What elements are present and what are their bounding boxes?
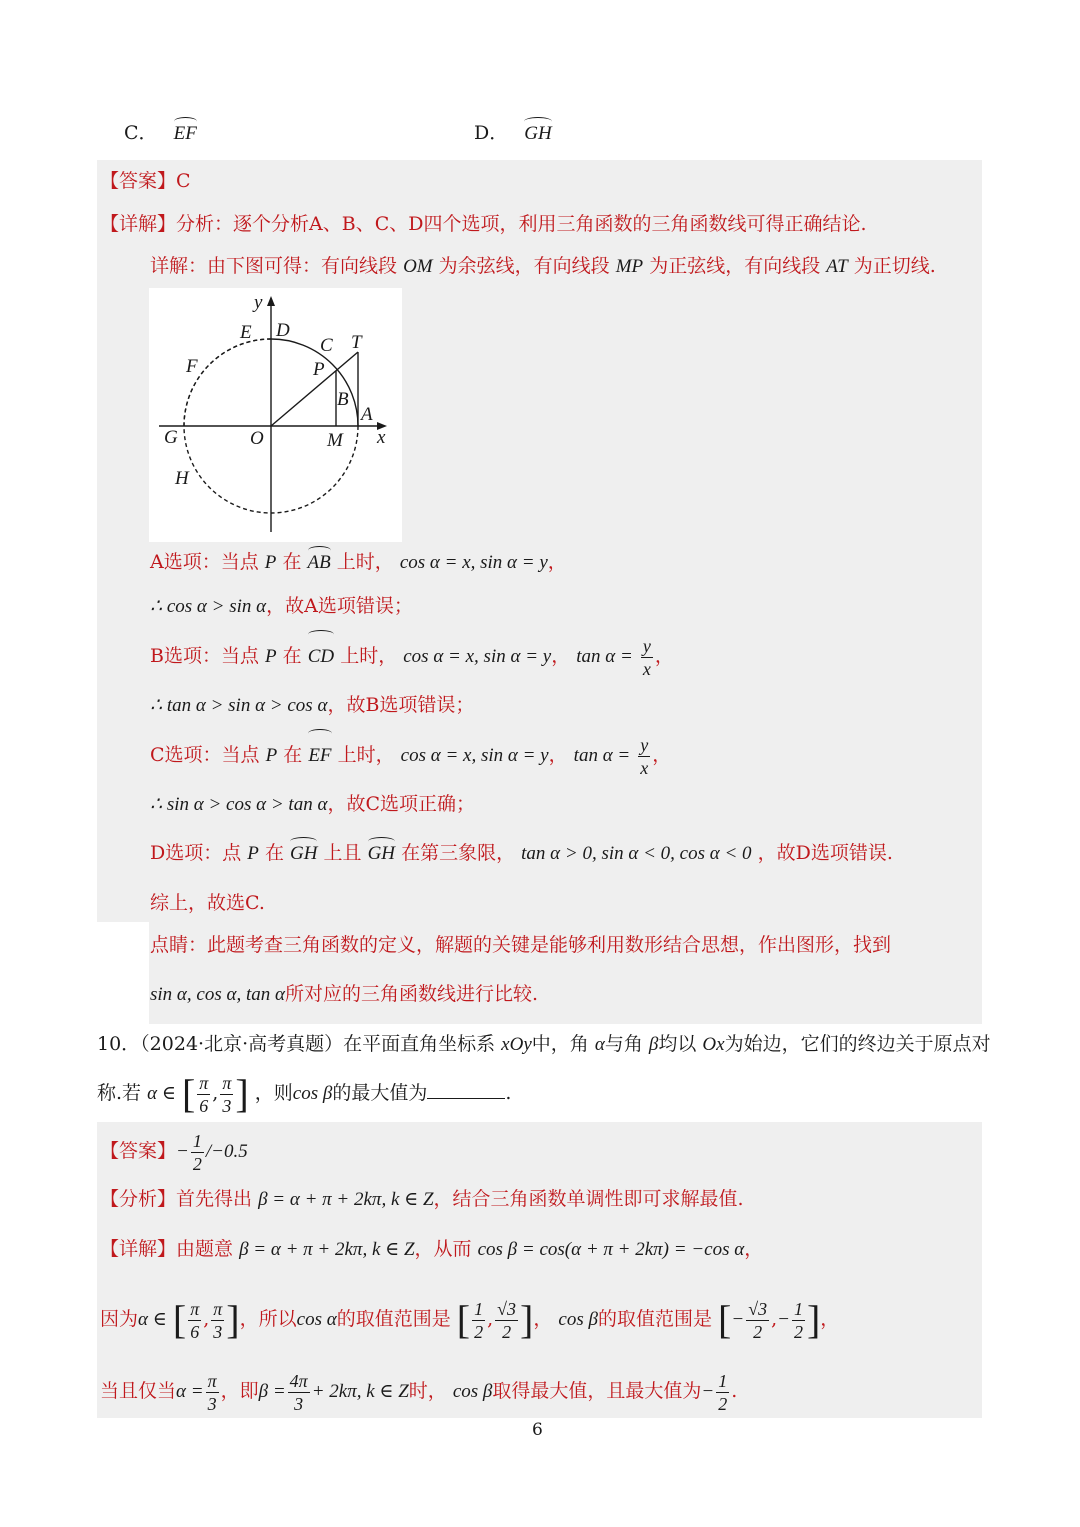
arc-gh: GH (524, 121, 551, 147)
arc-ef-2: EF (308, 733, 331, 779)
q9-option-b: B选项：当点 P 在 CD 上时， cos α = x, sin α = y， tan α = $\frac{y}{x}$ ， (150, 635, 674, 679)
arc-gh-2: GH (290, 841, 317, 867)
q10-detail: 【详解】由题意 β = α + π + 2kπ, k ∈ Z，从而 cos β = cos(α + π + 2kπ) = −cos α， (100, 1238, 764, 1260)
label-f: F (186, 356, 198, 377)
fraction-y-over-x: $\frac{y}{x}$ (642, 635, 651, 679)
q9-answer: 【答案】C (100, 170, 191, 192)
q10-when: 当且仅当α = $\frac{\pi}{3}$ ，即β = $\frac{4\pi}{3}$ + 2kπ, k ∈ Z时， cos β取得最大值，且最大值为− $\frac{1}{2}$ . (100, 1370, 738, 1414)
q10-stem-line1: 10．（2024·北京·高考真题）在平面直角坐标系 xOy中，角 α与角 β均以 Ox为始边，它们的终边关于原点对 (97, 1033, 991, 1055)
label-x: x (377, 427, 386, 448)
q10-analysis: 【分析】首先得出 β = α + π + 2kπ, k ∈ Z，结合三角函数单调性即可求解最值. (100, 1188, 744, 1210)
q9-option-b-conclusion: ∴ tan α > sin α > cos α，故B选项错误； (150, 694, 475, 716)
q10-range: 因为α ∈ [ $\frac{\pi}{6}$ , $\frac{\pi}{3}$ ]，所以cos α的取值范围是 [ $\frac{1}{2}$ , $\frac{√3}{2}$ ]， cos β的取值范围是 [− $\frac{√3}{2}$ ,− $\frac{1}{2}$ ]， (100, 1297, 840, 1342)
q9-comment: 点睛：此题考查三角函数的定义，解题的关键是能够利用数形结合思想，作出图形，找到 (150, 934, 892, 956)
answer-block-right (402, 288, 982, 542)
q9-option-a-conclusion: ∴ cos α > sin α，故A选项错误； (150, 595, 413, 617)
label-c: C (320, 335, 333, 356)
label-y: y (254, 292, 263, 313)
option-c: C． EF (124, 120, 197, 147)
q9-comment-2: sin α, cos α, tan α所对应的三角函数线进行比较. (150, 983, 538, 1005)
page-number: 6 (532, 1420, 543, 1440)
label-m: M (327, 430, 343, 451)
q10-answer: 【答案】− $\frac{1}{2}$ /−0.5 (100, 1130, 248, 1174)
label-a: A (361, 404, 373, 425)
q10-stem-line2: 称.若 α ∈ [ $\frac{\pi}{6}$ , $\frac{\pi}{3}$ ] ，则cos β的最大值为 . (97, 1071, 512, 1116)
q9-option-c: C选项：当点 P 在 EF 上时， cos α = x, sin α = y， tan α = $\frac{y}{x}$ ， (150, 734, 672, 778)
answer-blank (427, 1080, 505, 1099)
label-h: H (175, 468, 189, 489)
q9-summary: 综上，故选C. (150, 892, 265, 914)
answer-block-left (97, 288, 149, 542)
q9-analysis: 【详解】分析：逐个分析A、B、C、D四个选项，利用三角函数的三角函数线可得正确结论. (100, 213, 867, 235)
label-e: E (240, 322, 252, 343)
unit-circle-figure (149, 288, 402, 542)
label-b: B (337, 389, 349, 410)
label-g: G (164, 427, 178, 448)
label-o: O (250, 428, 264, 449)
label-t: T (351, 332, 362, 353)
arc-ab: AB (308, 550, 331, 576)
fraction-y-over-x-2: $\frac{y}{x}$ (640, 734, 649, 778)
q9-option-c-conclusion: ∴ sin α > cos α > tan α，故C选项正确； (150, 793, 475, 815)
q9-option-d: D选项：点 P 在 GH 上且 GH 在第三象限， tan α > 0, sin α < 0, cos α < 0 ，故D选项错误. (150, 840, 893, 867)
label-p: P (313, 359, 325, 380)
arc-gh-3: GH (368, 841, 395, 867)
arc-ef: EF (174, 121, 197, 147)
label-d: D (276, 320, 290, 341)
option-d: D． GH (474, 120, 552, 147)
q9-detail-line: 详解：由下图可得：有向线段 OM 为余弦线，有向线段 MP 为正弦线，有向线段 AT 为正切线. (150, 255, 936, 277)
q9-option-a: A选项：当点 P 在 AB 上时， cos α = x, sin α = y， (150, 549, 567, 576)
arc-cd: CD (308, 634, 334, 680)
